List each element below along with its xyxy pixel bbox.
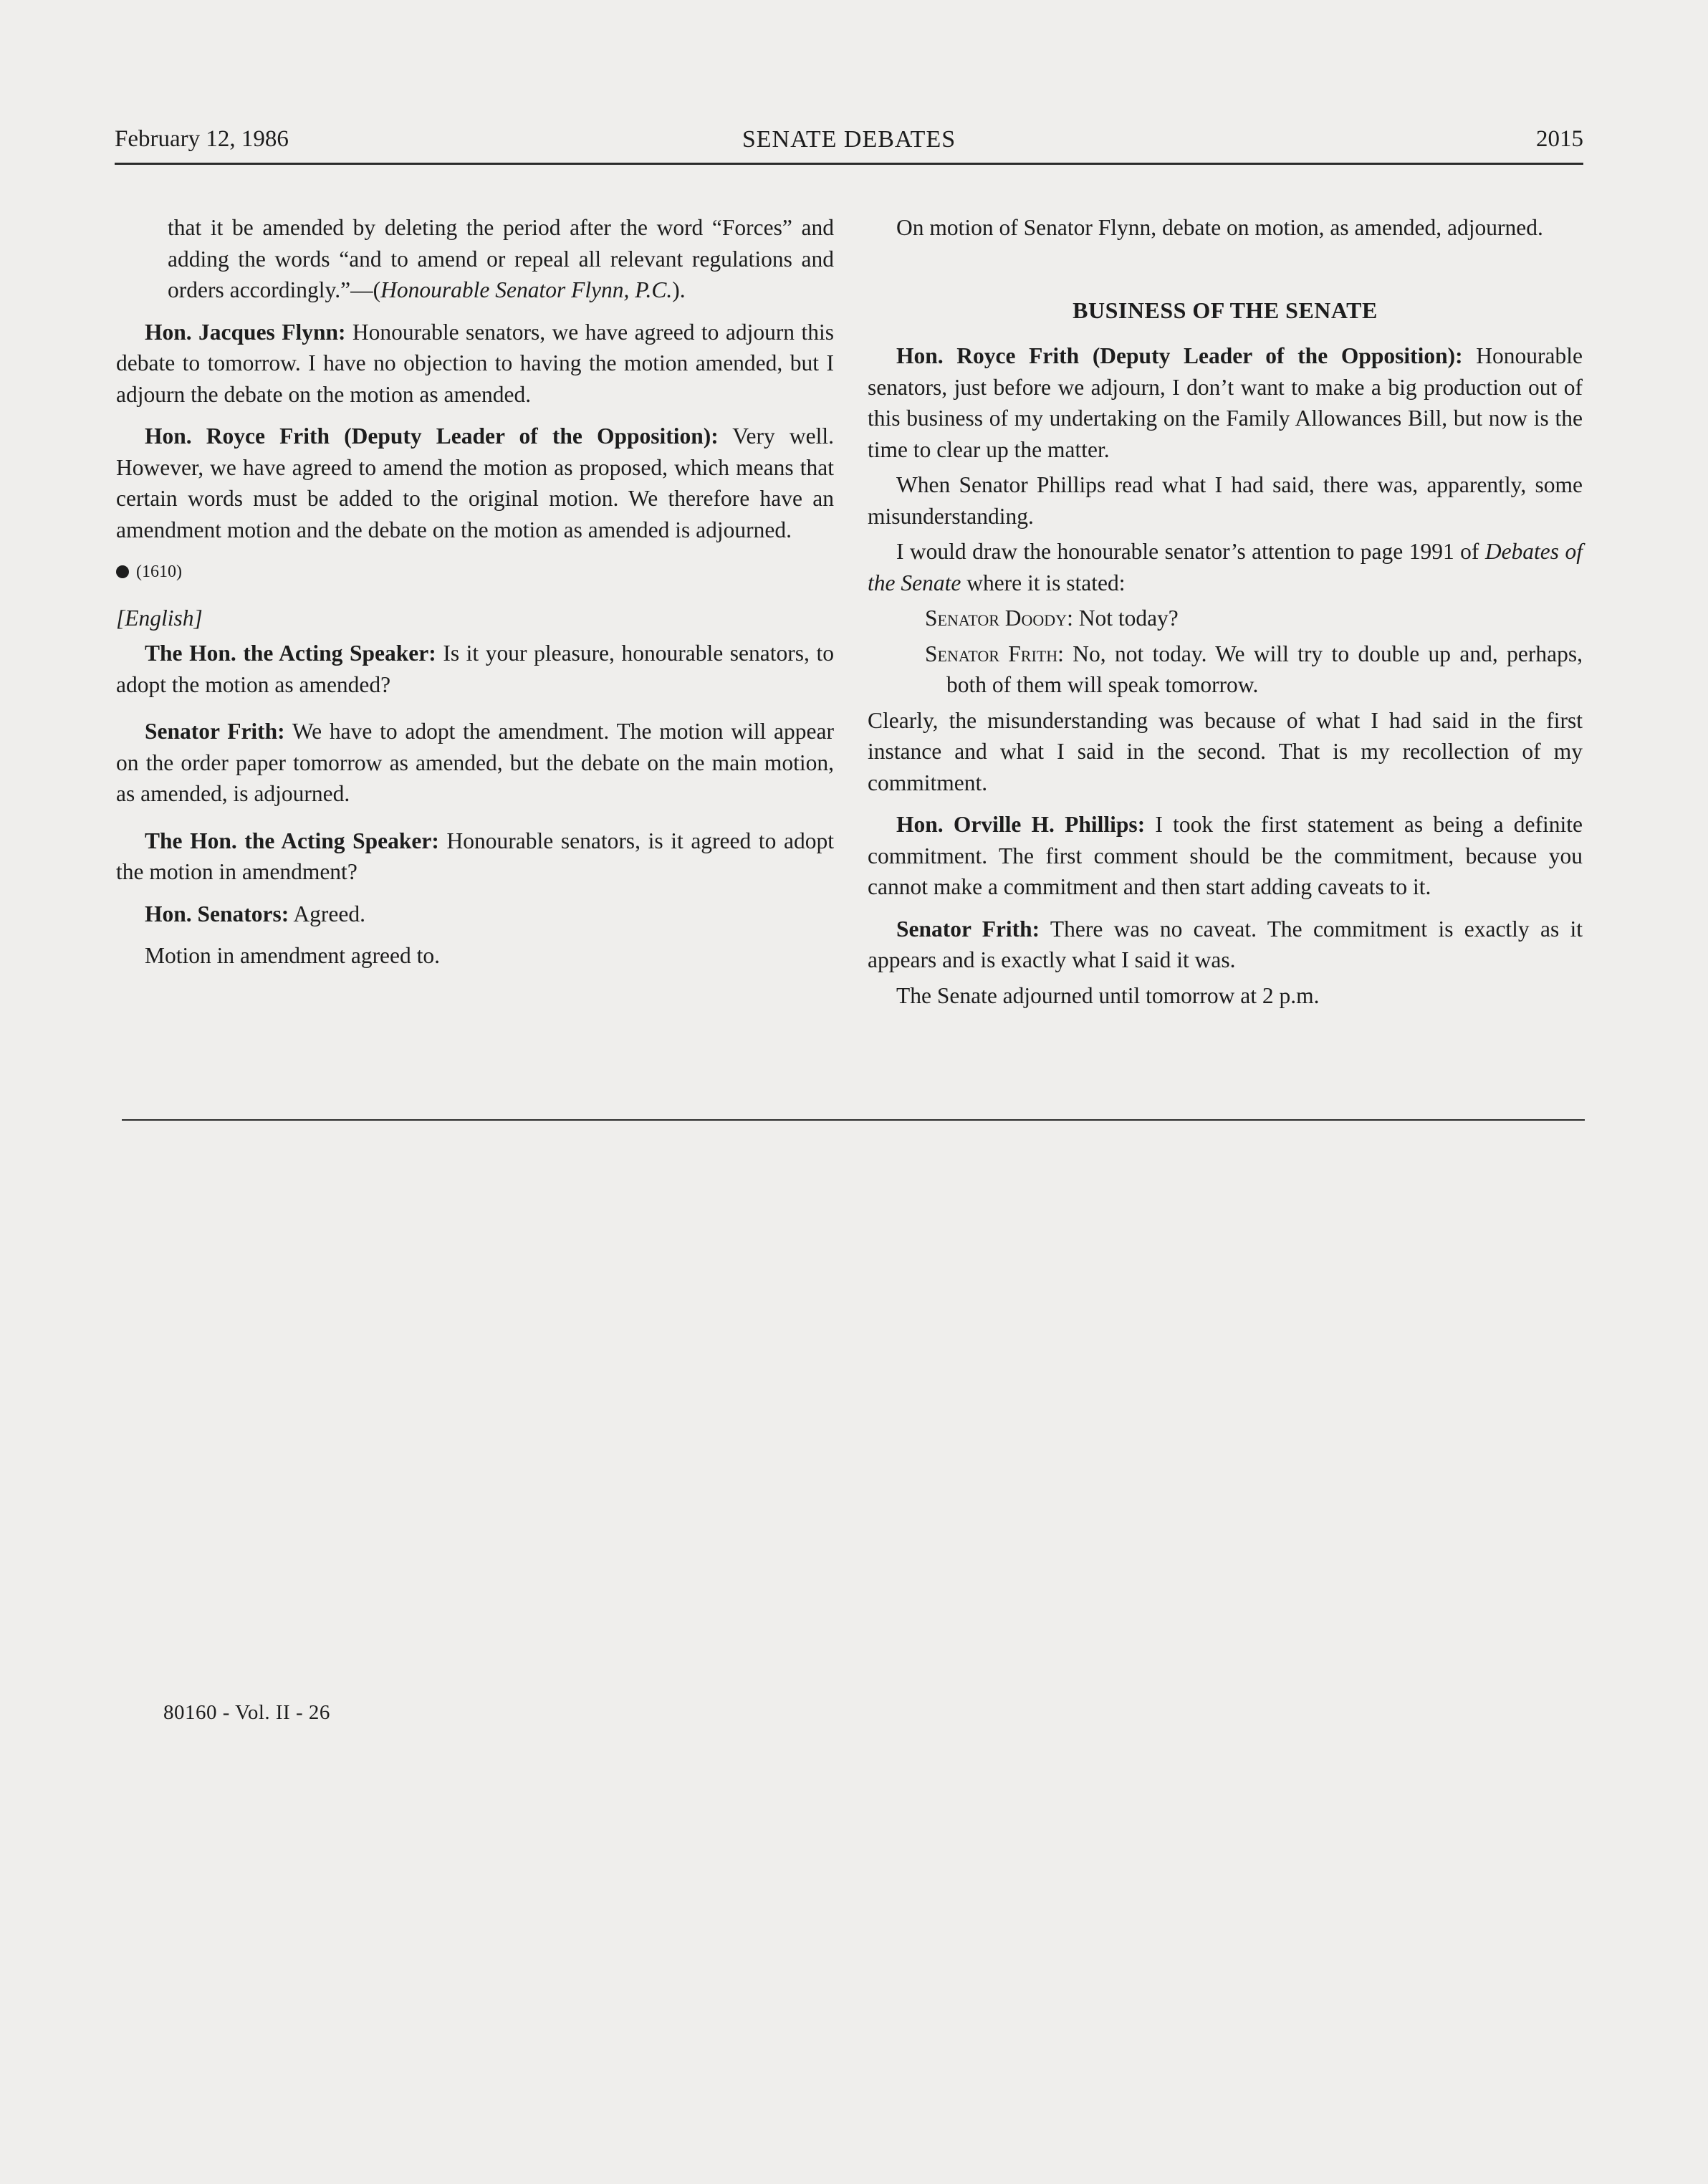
paragraph-misunderstanding: When Senator Phillips read what I had said, there was, apparently, some misunderstanding. [868,472,1583,529]
bullet-icon [116,565,129,578]
speaker-name: Senator Frith: [925,641,1064,666]
speech-acting-speaker-2: The Hon. the Acting Speaker: Honourable senators, is it agreed to adopt the motion in amendment? [116,828,834,884]
header-rule [115,163,1583,165]
paragraph-clarification: Clearly, the misunderstanding was because of what I had said in the first instance and what I said in the second. That is my recollection of my commitment. [868,707,1583,795]
speech-frith-1: Hon. Royce Frith (Deputy Leader of the Opposition): Very well. However, we have agreed to amend the motion as proposed, which means that certain words must be added to the original motion. We therefore have an amendment motion and the debate on the motion as amended is adjourned. [116,423,834,542]
speaker-name: Senator Doody: [925,605,1073,631]
quote-doody: Senator Doody: Not today? [925,605,1179,631]
speaker-name: Hon. Jacques Flynn: [145,319,346,345]
print-code: 80160 - Vol. II - 26 [163,1701,330,1724]
motion-result: Motion in amendment agreed to. [145,943,441,968]
speech-frith-3: Hon. Royce Frith (Deputy Leader of the Opposition): Honourable senators, just before we adjourn, I don’t want to make a big production out of this business of my undertaking on the Family Allowances Bill, but now is the time to clear up the matter. [868,343,1583,462]
speaker-name: Senator Frith: [896,916,1040,942]
speaker-name: Senator Frith: [145,719,285,744]
speech-frith-4: Senator Frith: There was no caveat. The commitment is exactly as it appears and is exactly what I said it was. [868,916,1583,972]
adjournment-note: On motion of Senator Flynn, debate on motion, as amended, adjourned. [896,215,1543,240]
motion-continuation: that it be amended by deleting the period after the word “Forces” and adding the words “and to amend or repeal all relevant regulations and orders accordingly.”—(Honourable Senator Flynn, P.C.). [168,215,834,302]
header-date: February 12, 1986 [115,126,289,152]
publication-title: Debates of the Senate [868,539,1583,595]
language-marker: [English] [116,605,203,631]
speaker-name: Hon. Royce Frith (Deputy Leader of the Opposition): [145,423,719,449]
senate-adjourned: The Senate adjourned until tomorrow at 2 p.m. [896,982,1320,1008]
header-page-number: 2015 [1536,126,1583,152]
time-marker: (1610) [116,557,834,588]
speaker-name: Hon. Orville H. Phillips: [896,812,1146,837]
speech-frith-2: Senator Frith: We have to adopt the amendment. The motion will appear on the order paper tomorrow as amended, but the debate on the main motion, as amended, is adjourned. [116,719,834,806]
right-column [868,212,1583,1011]
speaker-name: The Hon. the Acting Speaker: [145,828,439,853]
speech-senators: Hon. Senators: Agreed. [145,901,365,926]
speaker-name: The Hon. the Acting Speaker: [145,641,436,666]
speaker-name: Hon. Senators: [145,901,289,926]
speaker-name: Hon. Royce Frith (Deputy Leader of the Opposition): [896,343,1463,368]
header-title: SENATE DEBATES [742,126,956,153]
speech-acting-speaker-1: The Hon. the Acting Speaker: Is it your pleasure, honourable senators, to adopt the motion as amended? [116,641,834,697]
running-head [115,126,1583,166]
paragraph-citation: I would draw the honourable senator’s attention to page 1991 of Debates of the Senate where it is stated: [868,539,1583,595]
section-heading: BUSINESS OF THE SENATE [1073,297,1378,323]
speech-flynn: Hon. Jacques Flynn: Honourable senators, we have agreed to adjourn this debate to tomorrow. I have no objection to having the motion amended, but I adjourn the debate on the motion as amended. [116,319,834,407]
quote-frith: Senator Frith: No, not today. We will try to double up and, perhaps, both of them will speak tomorrow. [925,641,1583,697]
bottom-rule [122,1119,1585,1121]
speech-phillips: Hon. Orville H. Phillips: I took the first statement as being a definite commitment. The first comment should be the commitment, because you cannot make a commitment and then start adding caveats to it. [868,812,1583,899]
left-column [116,212,834,972]
